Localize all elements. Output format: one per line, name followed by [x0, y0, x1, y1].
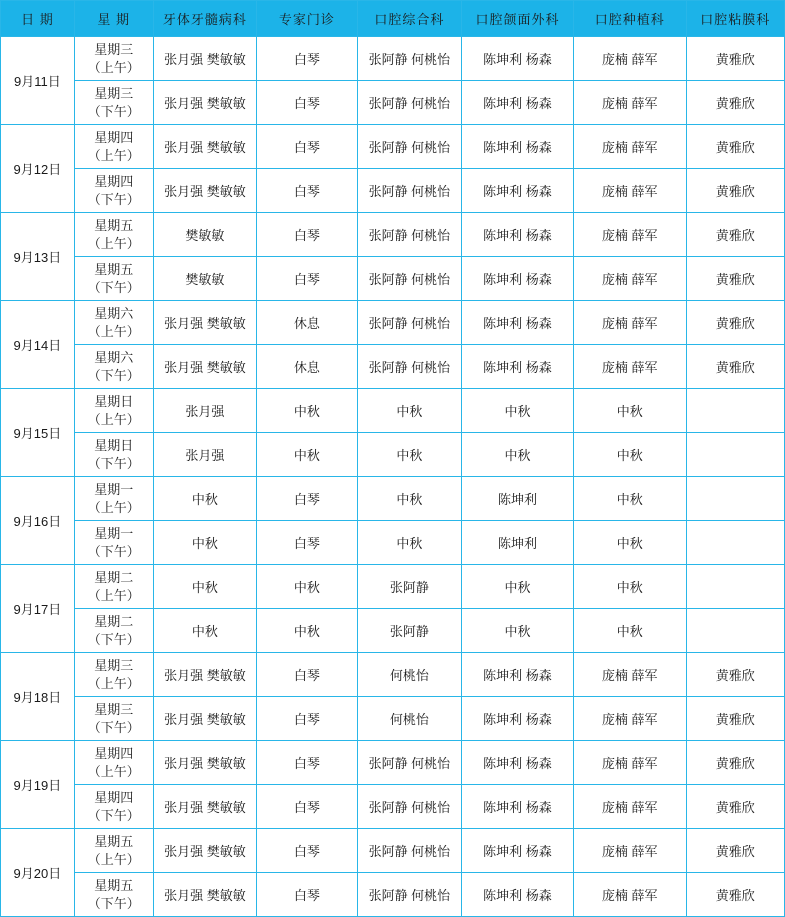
doctor-cell: 黄雅欣	[686, 301, 784, 345]
doctor-cell: 张月强 樊敏敏	[153, 653, 257, 697]
doctor-cell: 张月强 樊敏敏	[153, 169, 257, 213]
doctor-cell: 黄雅欣	[686, 829, 784, 873]
doctor-cell	[686, 389, 784, 433]
session-label: （下午）	[87, 719, 140, 735]
date-cell: 9月18日	[1, 653, 75, 741]
doctor-cell: 黄雅欣	[686, 37, 784, 81]
doctor-cell: 庞楠 薛军	[573, 345, 686, 389]
header-dept-specialist-clinic: 专家门诊	[257, 1, 357, 37]
doctor-cell: 中秋	[573, 433, 686, 477]
doctor-cell: 张阿静 何桃怡	[357, 257, 462, 301]
doctor-cell: 何桃怡	[357, 653, 462, 697]
weekday-label: 星期四	[94, 129, 134, 145]
doctor-cell: 张阿静 何桃怡	[357, 169, 462, 213]
doctor-cell: 张阿静 何桃怡	[357, 125, 462, 169]
doctor-cell: 张月强	[153, 433, 257, 477]
weekday-label: 星期六	[94, 305, 134, 321]
doctor-cell: 黄雅欣	[686, 345, 784, 389]
table-header	[1, 1, 785, 37]
doctor-cell: 陈坤利 杨森	[462, 741, 574, 785]
weekday-label: 星期五	[94, 217, 134, 233]
header-dept-endodontics: 牙体牙髓病科	[153, 1, 257, 37]
doctor-cell: 中秋	[357, 521, 462, 565]
doctor-cell: 张阿静	[357, 565, 462, 609]
doctor-cell: 中秋	[462, 433, 574, 477]
table-row	[1, 785, 785, 829]
doctor-cell: 中秋	[462, 565, 574, 609]
weekday-cell	[74, 169, 153, 213]
table-row	[1, 873, 785, 917]
session-label: （下午）	[87, 543, 140, 559]
doctor-cell: 白琴	[257, 257, 357, 301]
doctor-cell: 中秋	[462, 609, 574, 653]
doctor-cell: 庞楠 薛军	[573, 741, 686, 785]
doctor-cell: 陈坤利 杨森	[462, 257, 574, 301]
doctor-cell: 庞楠 薛军	[573, 873, 686, 917]
doctor-cell: 张月强 樊敏敏	[153, 37, 257, 81]
weekday-label: 星期二	[94, 613, 134, 629]
doctor-cell	[686, 521, 784, 565]
doctor-cell: 黄雅欣	[686, 785, 784, 829]
doctor-cell: 张月强 樊敏敏	[153, 697, 257, 741]
doctor-cell	[686, 433, 784, 477]
weekday-cell	[74, 829, 153, 873]
date-cell: 9月17日	[1, 565, 75, 653]
doctor-cell: 中秋	[257, 609, 357, 653]
doctor-cell: 中秋	[573, 477, 686, 521]
session-label: （上午）	[87, 235, 140, 251]
doctor-cell: 陈坤利 杨森	[462, 653, 574, 697]
weekday-label: 星期三	[94, 41, 134, 57]
doctor-cell: 黄雅欣	[686, 741, 784, 785]
session-label: （上午）	[87, 675, 140, 691]
table-row	[1, 345, 785, 389]
session-label: （下午）	[87, 455, 140, 471]
weekday-cell	[74, 389, 153, 433]
weekday-cell	[74, 697, 153, 741]
doctor-cell: 张月强 樊敏敏	[153, 741, 257, 785]
doctor-cell: 陈坤利 杨森	[462, 301, 574, 345]
doctor-cell: 白琴	[257, 477, 357, 521]
weekday-cell	[74, 785, 153, 829]
doctor-cell: 张月强 樊敏敏	[153, 81, 257, 125]
doctor-cell: 张阿静 何桃怡	[357, 345, 462, 389]
doctor-cell: 樊敏敏	[153, 213, 257, 257]
session-label: （上午）	[87, 411, 140, 427]
doctor-cell: 中秋	[153, 477, 257, 521]
weekday-label: 星期五	[94, 833, 134, 849]
doctor-cell: 张阿静 何桃怡	[357, 301, 462, 345]
doctor-cell: 张阿静	[357, 609, 462, 653]
weekday-label: 星期三	[94, 701, 134, 717]
doctor-cell: 何桃怡	[357, 697, 462, 741]
session-label: （下午）	[87, 103, 140, 119]
doctor-cell: 张月强 樊敏敏	[153, 829, 257, 873]
session-label: （下午）	[87, 631, 140, 647]
doctor-cell: 陈坤利	[462, 477, 574, 521]
date-cell: 9月15日	[1, 389, 75, 477]
doctor-cell: 庞楠 薛军	[573, 213, 686, 257]
doctor-cell: 中秋	[573, 389, 686, 433]
doctor-cell	[686, 477, 784, 521]
doctor-cell: 庞楠 薛军	[573, 125, 686, 169]
doctor-cell: 张月强 樊敏敏	[153, 785, 257, 829]
table-row	[1, 653, 785, 697]
date-cell: 9月19日	[1, 741, 75, 829]
doctor-cell: 黄雅欣	[686, 213, 784, 257]
date-cell: 9月11日	[1, 37, 75, 125]
header-date: 日 期	[1, 1, 75, 37]
table-row	[1, 741, 785, 785]
table-row	[1, 829, 785, 873]
weekday-cell	[74, 301, 153, 345]
table-body	[1, 37, 785, 917]
weekday-cell	[74, 81, 153, 125]
date-cell: 9月13日	[1, 213, 75, 301]
date-cell: 9月20日	[1, 829, 75, 917]
doctor-cell: 张月强 樊敏敏	[153, 301, 257, 345]
table-row	[1, 521, 785, 565]
session-label: （上午）	[87, 59, 140, 75]
weekday-cell	[74, 653, 153, 697]
doctor-cell: 陈坤利 杨森	[462, 829, 574, 873]
doctor-cell: 庞楠 薛军	[573, 169, 686, 213]
doctor-cell: 中秋	[153, 565, 257, 609]
doctor-cell: 樊敏敏	[153, 257, 257, 301]
doctor-cell: 庞楠 薛军	[573, 301, 686, 345]
doctor-cell: 庞楠 薛军	[573, 829, 686, 873]
date-cell: 9月16日	[1, 477, 75, 565]
doctor-cell: 白琴	[257, 741, 357, 785]
header-dept-implantology: 口腔种植科	[573, 1, 686, 37]
doctor-cell: 庞楠 薛军	[573, 697, 686, 741]
session-label: （下午）	[87, 807, 140, 823]
date-cell: 9月12日	[1, 125, 75, 213]
doctor-cell: 白琴	[257, 873, 357, 917]
table-row	[1, 565, 785, 609]
weekday-label: 星期日	[94, 393, 134, 409]
table-row	[1, 81, 785, 125]
table-row	[1, 37, 785, 81]
doctor-cell: 中秋	[257, 389, 357, 433]
doctor-cell: 休息	[257, 345, 357, 389]
doctor-cell: 中秋	[357, 433, 462, 477]
weekday-cell	[74, 213, 153, 257]
doctor-cell: 白琴	[257, 169, 357, 213]
table-row	[1, 609, 785, 653]
doctor-cell: 陈坤利 杨森	[462, 873, 574, 917]
doctor-cell: 黄雅欣	[686, 873, 784, 917]
doctor-cell: 白琴	[257, 653, 357, 697]
doctor-cell: 白琴	[257, 125, 357, 169]
table-row	[1, 125, 785, 169]
doctor-cell: 张阿静 何桃怡	[357, 741, 462, 785]
table-row	[1, 477, 785, 521]
doctor-cell: 陈坤利 杨森	[462, 785, 574, 829]
header-week: 星 期	[74, 1, 153, 37]
session-label: （下午）	[87, 895, 140, 911]
weekday-label: 星期三	[94, 657, 134, 673]
doctor-cell: 白琴	[257, 81, 357, 125]
doctor-cell: 黄雅欣	[686, 81, 784, 125]
doctor-cell: 休息	[257, 301, 357, 345]
weekday-cell	[74, 477, 153, 521]
doctor-cell: 张月强 樊敏敏	[153, 345, 257, 389]
doctor-cell: 中秋	[573, 565, 686, 609]
doctor-cell: 张阿静 何桃怡	[357, 37, 462, 81]
doctor-cell: 张阿静 何桃怡	[357, 873, 462, 917]
doctor-cell: 中秋	[257, 565, 357, 609]
doctor-cell: 庞楠 薛军	[573, 785, 686, 829]
doctor-cell: 张阿静 何桃怡	[357, 81, 462, 125]
doctor-cell: 白琴	[257, 521, 357, 565]
weekday-label: 星期五	[94, 877, 134, 893]
weekday-label: 星期一	[94, 525, 134, 541]
doctor-cell: 庞楠 薛军	[573, 653, 686, 697]
table-row	[1, 301, 785, 345]
doctor-cell: 陈坤利 杨森	[462, 345, 574, 389]
doctor-cell: 白琴	[257, 37, 357, 81]
table-row	[1, 213, 785, 257]
session-label: （上午）	[87, 147, 140, 163]
doctor-cell: 张阿静 何桃怡	[357, 829, 462, 873]
doctor-cell: 中秋	[357, 477, 462, 521]
doctor-cell: 陈坤利 杨森	[462, 37, 574, 81]
weekday-label: 星期一	[94, 481, 134, 497]
doctor-cell: 黄雅欣	[686, 125, 784, 169]
weekday-cell	[74, 873, 153, 917]
session-label: （下午）	[87, 367, 140, 383]
header-dept-oral-mucosa: 口腔粘膜科	[686, 1, 784, 37]
doctor-cell: 白琴	[257, 213, 357, 257]
weekday-label: 星期三	[94, 85, 134, 101]
doctor-cell: 庞楠 薛军	[573, 257, 686, 301]
doctor-cell: 张月强 樊敏敏	[153, 125, 257, 169]
weekday-cell	[74, 741, 153, 785]
doctor-cell	[686, 609, 784, 653]
session-label: （上午）	[87, 851, 140, 867]
doctor-cell: 庞楠 薛军	[573, 37, 686, 81]
doctor-cell: 中秋	[462, 389, 574, 433]
doctor-cell: 陈坤利 杨森	[462, 125, 574, 169]
header-row	[1, 1, 785, 37]
doctor-cell: 黄雅欣	[686, 257, 784, 301]
doctor-cell: 张月强	[153, 389, 257, 433]
session-label: （下午）	[87, 191, 140, 207]
weekday-label: 星期四	[94, 789, 134, 805]
doctor-cell: 中秋	[257, 433, 357, 477]
doctor-cell: 陈坤利	[462, 521, 574, 565]
weekday-cell	[74, 345, 153, 389]
doctor-cell: 黄雅欣	[686, 653, 784, 697]
doctor-cell: 黄雅欣	[686, 169, 784, 213]
weekday-label: 星期日	[94, 437, 134, 453]
doctor-cell: 白琴	[257, 785, 357, 829]
weekday-cell	[74, 521, 153, 565]
weekday-label: 星期二	[94, 569, 134, 585]
session-label: （上午）	[87, 499, 140, 515]
date-cell: 9月14日	[1, 301, 75, 389]
session-label: （下午）	[87, 279, 140, 295]
doctor-cell: 张月强 樊敏敏	[153, 873, 257, 917]
doctor-cell: 陈坤利 杨森	[462, 81, 574, 125]
header-dept-general-dentistry: 口腔综合科	[357, 1, 462, 37]
weekday-cell	[74, 433, 153, 477]
table-row	[1, 169, 785, 213]
doctor-cell: 中秋	[357, 389, 462, 433]
weekday-label: 星期四	[94, 745, 134, 761]
doctor-cell: 张阿静 何桃怡	[357, 785, 462, 829]
weekday-label: 星期四	[94, 173, 134, 189]
doctor-cell: 白琴	[257, 697, 357, 741]
table-row	[1, 433, 785, 477]
weekday-cell	[74, 37, 153, 81]
weekday-cell	[74, 257, 153, 301]
doctor-cell: 黄雅欣	[686, 697, 784, 741]
doctor-cell: 陈坤利 杨森	[462, 697, 574, 741]
doctor-cell: 陈坤利 杨森	[462, 213, 574, 257]
session-label: （上午）	[87, 587, 140, 603]
session-label: （上午）	[87, 763, 140, 779]
doctor-cell: 中秋	[153, 521, 257, 565]
doctor-cell: 中秋	[573, 609, 686, 653]
table-row	[1, 697, 785, 741]
header-dept-oral-maxillofacial-surgery: 口腔颌面外科	[462, 1, 574, 37]
weekday-label: 星期六	[94, 349, 134, 365]
weekday-label: 星期五	[94, 261, 134, 277]
weekday-cell	[74, 125, 153, 169]
weekday-cell	[74, 609, 153, 653]
session-label: （上午）	[87, 323, 140, 339]
doctor-cell: 张阿静 何桃怡	[357, 213, 462, 257]
weekday-cell	[74, 565, 153, 609]
doctor-cell	[686, 565, 784, 609]
table-row	[1, 389, 785, 433]
doctor-cell: 中秋	[573, 521, 686, 565]
doctor-cell: 中秋	[153, 609, 257, 653]
table-row	[1, 257, 785, 301]
doctor-cell: 白琴	[257, 829, 357, 873]
doctor-cell: 庞楠 薛军	[573, 81, 686, 125]
doctor-cell: 陈坤利 杨森	[462, 169, 574, 213]
